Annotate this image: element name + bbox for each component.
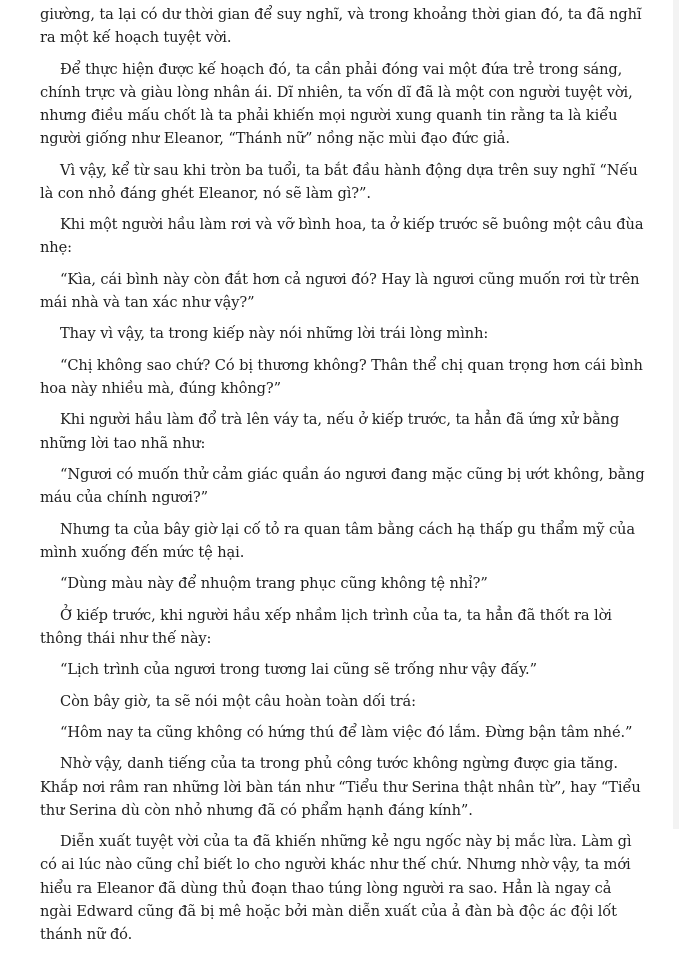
paragraph-12: Ở kiếp trước, khi người hầu xếp nhầm lịch trình của ta, ta hẳn đã thốt ra lời thông thái như thế này: [40,606,612,647]
paragraph-7: “Chị không sao chứ? Có bị thương không? Thân thể chị quan trọng hơn cái bình hoa này nhiều mà, đúng không?” [40,356,643,397]
paragraph-13: “Lịch trình của ngươi trong tương lai cũng sẽ trống như vậy đấy.” [60,661,537,679]
paragraph-1: giường, ta lại có dư thời gian để suy nghĩ, và trong khoảng thời gian đó, ta đã nghĩ ra một kế hoạch tuyệt vời. [40,6,642,47]
story-text [40,3,645,954]
paragraph-11: “Dùng màu này để nhuộm trang phục cũng không tệ nhỉ?” [60,575,488,593]
paragraph-4: Khi một người hầu làm rơi và vỡ bình hoa, ta ở kiếp trước sẽ buông một câu đùa nhẹ: [40,216,644,257]
paragraph-5: “Kìa, cái bình này còn đắt hơn cả ngươi đó? Hay là ngươi cũng muốn rơi từ trên mái nhà và tan xác như vậy?” [40,270,640,311]
paragraph-10: Nhưng ta của bây giờ lại cố tỏ ra quan tâm bằng cách hạ thấp gu thẩm mỹ của mình xuống đến mức tệ hại. [40,520,635,561]
paragraph-15: “Hôm nay ta cũng không có hứng thú để làm việc đó lắm. Đừng bận tâm nhé.” [60,723,633,741]
paragraph-17: Diễn xuất tuyệt vời của ta đã khiến những kẻ ngu ngốc này bị mắc lừa. Làm gì có ai lúc nào cũng chỉ biết lo cho người khác như thế chứ. Nhưng nhờ vậy, ta mới hiểu ra Eleanor đã dùng thủ đoạn thao túng lòng người ra sao. Hẳn là ngay cả ngài Edward cũng đã bị mê hoặc bởi màn diễn xuất của ả đàn bà độc ác đội lốt thánh nữ đó. [40,833,632,943]
page-right-edge [673,0,679,829]
paragraph-8: Khi người hầu làm đổ trà lên váy ta, nếu ở kiếp trước, ta hẳn đã ứng xử bằng những lời tao nhã như: [40,411,620,452]
paragraph-3: Vì vậy, kể từ sau khi tròn ba tuổi, ta bắt đầu hành động dựa trên suy nghĩ “Nếu là con nhỏ đáng ghét Eleanor, nó sẽ làm gì?”. [40,161,638,202]
paragraph-14: Còn bây giờ, ta sẽ nói một câu hoàn toàn dối trá: [60,692,416,710]
paragraph-6: Thay vì vậy, ta trong kiếp này nói những lời trái lòng mình: [60,325,489,343]
paragraph-2: Để thực hiện được kế hoạch đó, ta cần phải đóng vai một đứa trẻ trong sáng, chính trực và giàu lòng nhân ái. Dĩ nhiên, ta vốn dĩ đã là một con người tuyệt vời, nhưng điều mấu chốt là ta phải khiến mọi người xung quanh tin rằng ta là kiểu người giống như Eleanor, “Thánh nữ” nồng nặc mùi đạo đức giả. [40,60,633,148]
paragraph-9: “Ngươi có muốn thử cảm giác quần áo ngươi đang mặc cũng bị ướt không, bằng máu của chính ngươi?” [40,465,645,507]
paragraph-16: Nhờ vậy, danh tiếng của ta trong phủ công tước không ngừng được gia tăng. Khắp nơi râm ran những lời bàn tán như “Tiểu thư Serina thật nhân từ”, hay “Tiểu thư Serina dù còn nhỏ nhưng đã có phẩm hạnh đáng kính”. [40,755,641,819]
